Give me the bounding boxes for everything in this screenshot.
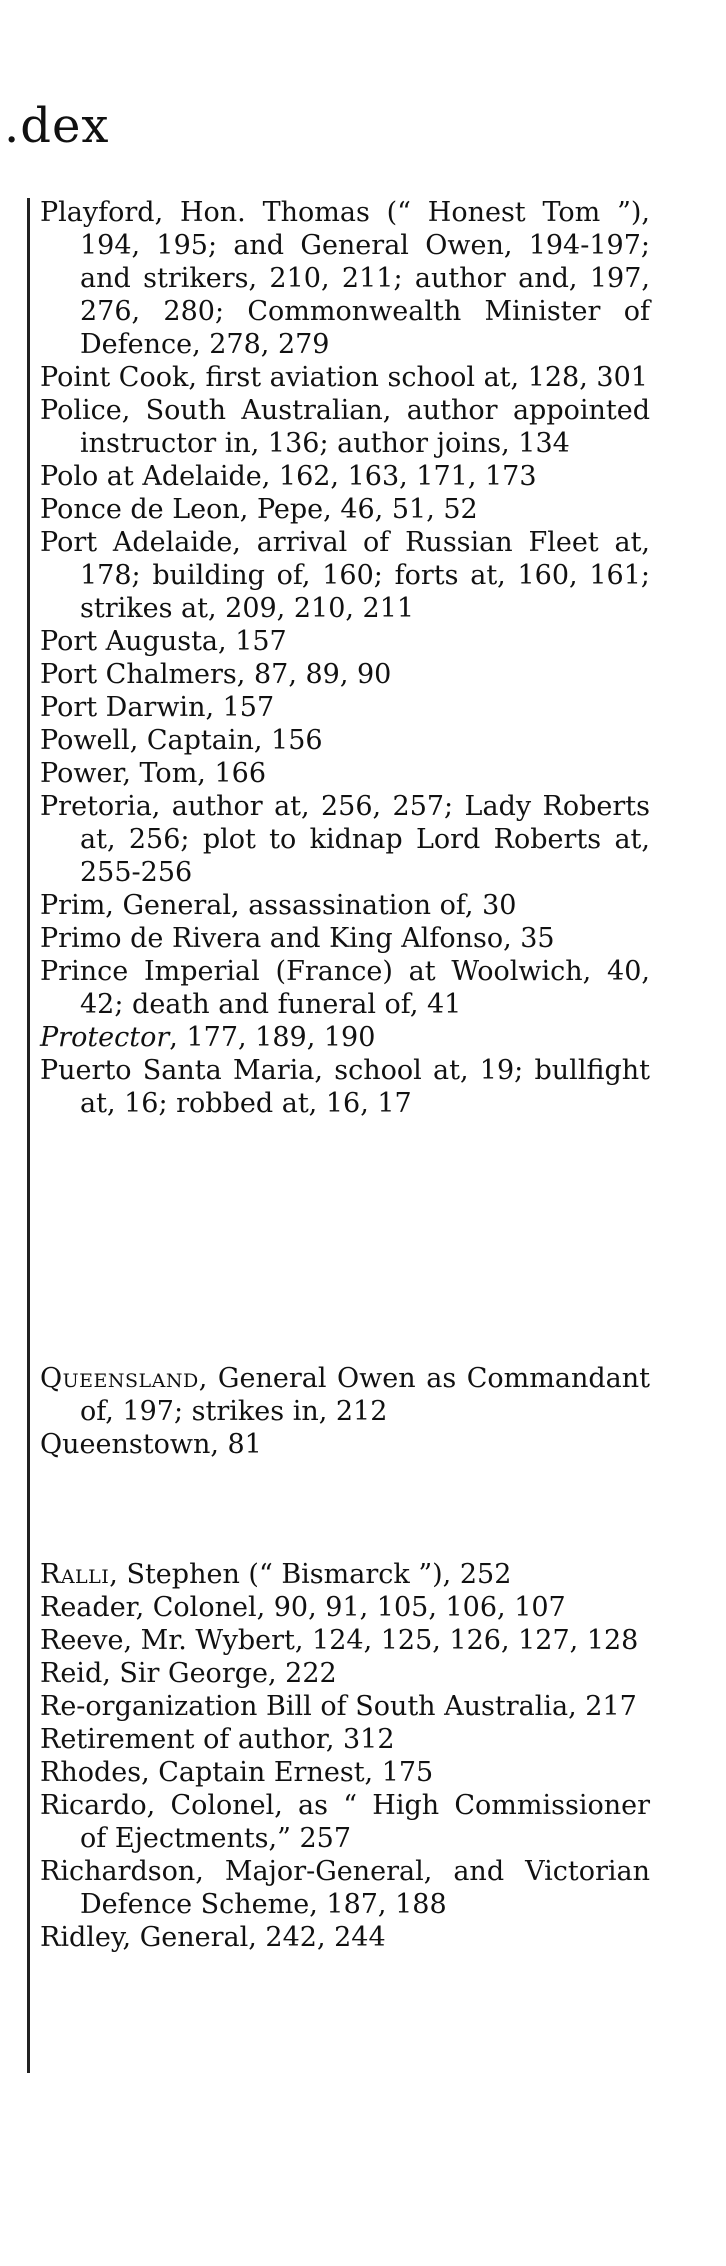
index-entry: Prim, General, assassination of, 30 bbox=[40, 890, 517, 921]
index-entry bbox=[40, 1558, 650, 1591]
index-entry bbox=[40, 1021, 650, 1054]
index-entry: Retirement of author, 312 bbox=[40, 1724, 395, 1755]
entry-rest: , Stephen (“ Bismarck ”), 252 bbox=[109, 1559, 512, 1590]
index-entry: Primo de Rivera and King Alfonso, 35 bbox=[40, 923, 555, 954]
index-entry: Port Adelaide, arrival of Russian Fleet at, 178; building of, 160; forts at, 160, 161; strikes at, 209, 210, 211 bbox=[40, 527, 650, 624]
index-entry: Port Augusta, 157 bbox=[40, 626, 287, 657]
index-entry: Reader, Colonel, 90, 91, 105, 106, 107 bbox=[40, 1592, 566, 1623]
index-entry: Pretoria, author at, 256, 257; Lady Roberts at, 256; plot to kidnap Lord Roberts at, 255-256 bbox=[40, 791, 650, 888]
index-entry: Reid, Sir George, 222 bbox=[40, 1658, 337, 1689]
entry-pages: , 177, 189, 190 bbox=[169, 1022, 376, 1053]
section-q bbox=[40, 1362, 650, 1461]
index-entry: Point Cook, first aviation school at, 128, 301 bbox=[40, 362, 648, 393]
index-entry: Port Chalmers, 87, 89, 90 bbox=[40, 659, 392, 690]
index-entry: Police, South Australian, author appointed instructor in, 136; author joins, 134 bbox=[40, 395, 650, 459]
index-entry: Puerto Santa Maria, school at, 19; bullfight at, 16; robbed at, 16, 17 bbox=[40, 1055, 650, 1119]
index-entry: Ricardo, Colonel, as “ High Commissioner of Ejectments,” 257 bbox=[40, 1790, 650, 1854]
index-entry: Re-organization Bill of South Australia, 217 bbox=[40, 1691, 637, 1722]
ship-name: Protector bbox=[40, 1022, 170, 1053]
index-entry: Polo at Adelaide, 162, 163, 171, 173 bbox=[40, 461, 537, 492]
index-entry: Ponce de Leon, Pepe, 46, 51, 52 bbox=[40, 494, 478, 525]
page-heading: .dex bbox=[4, 98, 110, 154]
index-entry: Playford, Hon. Thomas (“ Honest Tom ”), 194, 195; and General Owen, 194-197; and strikers, 210, 211; author and, 197, 276, 280; Commonwealth Minister of Defence, 278, 279 bbox=[40, 197, 650, 360]
entry-rest: , General Owen as Commandant of, 197; strikes in, 212 bbox=[80, 1363, 650, 1427]
index-entry: Queenstown, 81 bbox=[40, 1429, 262, 1460]
index-entry: Rhodes, Captain Ernest, 175 bbox=[40, 1757, 434, 1788]
index-entry: Reeve, Mr. Wybert, 124, 125, 126, 127, 128 bbox=[40, 1625, 639, 1656]
entry-lead: Queensland bbox=[40, 1363, 199, 1394]
index-entry: Power, Tom, 166 bbox=[40, 758, 266, 789]
index-entry bbox=[40, 1362, 650, 1428]
section-p bbox=[40, 196, 650, 1120]
index-entry: Ridley, General, 242, 244 bbox=[40, 1922, 386, 1953]
index-entry: Port Darwin, 157 bbox=[40, 692, 275, 723]
index-entry: Richardson, Major-General, and Victorian Defence Scheme, 187, 188 bbox=[40, 1856, 650, 1920]
index-entry: Powell, Captain, 156 bbox=[40, 725, 323, 756]
index-entry: Prince Imperial (France) at Woolwich, 40, 42; death and funeral of, 41 bbox=[40, 956, 650, 1020]
section-r bbox=[40, 1558, 650, 1954]
entry-lead: Ralli bbox=[40, 1559, 110, 1590]
column-rule bbox=[27, 198, 30, 2073]
